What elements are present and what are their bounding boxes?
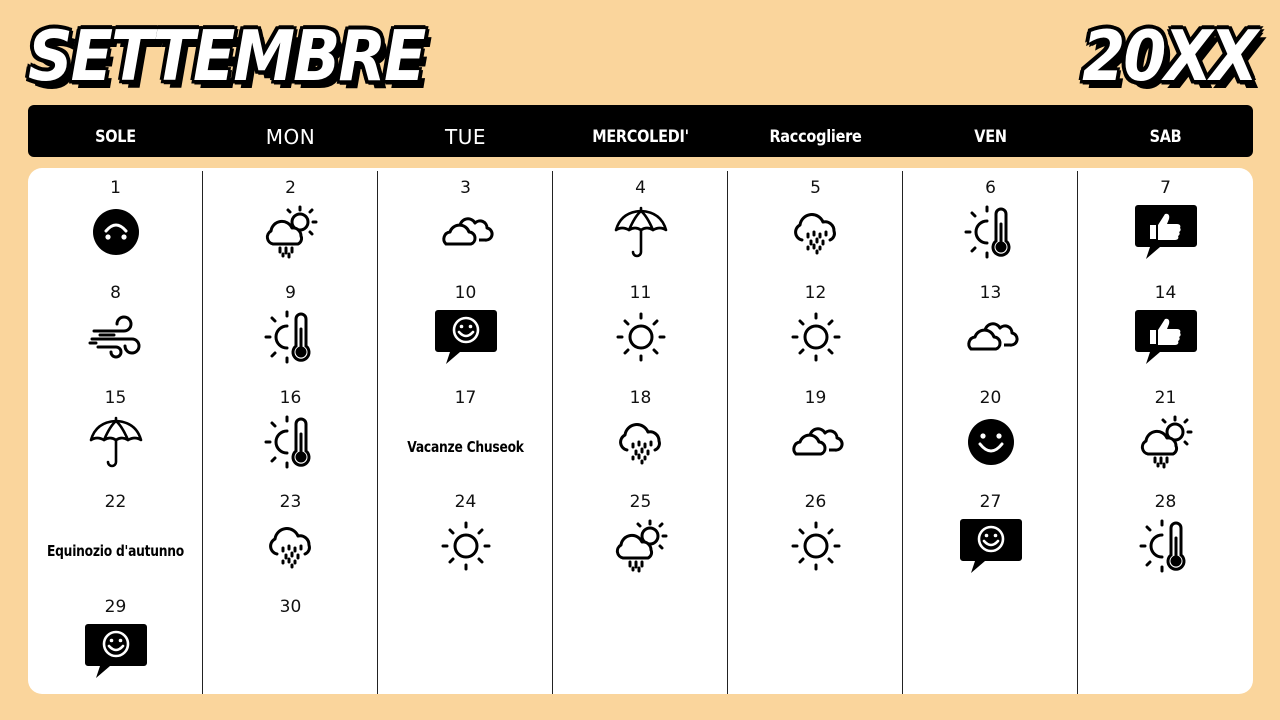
sun-icon: [613, 309, 669, 365]
wind-icon: [88, 309, 144, 365]
thumbs-up-chat-icon: [1135, 309, 1197, 365]
weekday-label: MON: [265, 125, 316, 149]
smiley-chat-icon: [435, 309, 497, 365]
sun-icon: [438, 518, 494, 574]
day-number: 25: [629, 492, 652, 512]
sun-icon: [788, 518, 844, 574]
day-cell[interactable]: [203, 378, 378, 482]
clouds-icon: [963, 309, 1019, 365]
day-number: 3: [460, 178, 471, 198]
day-cell[interactable]: [378, 168, 553, 272]
cloud-heavy-rain-icon: [788, 204, 844, 260]
day-cell[interactable]: [553, 273, 728, 377]
day-number: 28: [1154, 492, 1177, 512]
day-cell[interactable]: [1078, 273, 1253, 377]
day-cell[interactable]: [728, 168, 903, 272]
day-number: 12: [804, 283, 827, 303]
day-cell[interactable]: [1078, 168, 1253, 272]
weekday-label: SOLE: [95, 127, 136, 147]
holiday-note: Vacanze Chuseok: [407, 438, 524, 456]
calendar-grid: [28, 168, 1253, 694]
day-number: 18: [629, 388, 652, 408]
smiley-chat-icon: [85, 623, 147, 679]
day-cell[interactable]: [553, 482, 728, 586]
month-title: SETTEMBRE: [28, 15, 425, 98]
umbrella-icon: [613, 204, 669, 260]
day-number: 19: [804, 388, 827, 408]
cloud-heavy-rain-icon: [263, 518, 319, 574]
day-number: 23: [279, 492, 302, 512]
day-number: 9: [285, 283, 296, 303]
weekday-header: [28, 105, 1253, 157]
weekday-label: TUE: [445, 125, 486, 149]
cloud-heavy-rain-icon: [613, 414, 669, 470]
day-cell[interactable]: [28, 587, 203, 691]
face-smile-upside-down-icon: [88, 204, 144, 260]
day-number: 17: [454, 388, 477, 408]
day-cell[interactable]: [728, 273, 903, 377]
sun-cloud-rain-icon: [263, 204, 319, 260]
day-number: 14: [1154, 283, 1177, 303]
day-cell[interactable]: [903, 273, 1078, 377]
day-cell[interactable]: [28, 482, 203, 586]
sun-cloud-rain-icon: [1138, 414, 1194, 470]
day-cell[interactable]: [378, 482, 553, 586]
sun-thermometer-icon: [263, 309, 319, 365]
sun-cloud-rain-icon: [613, 518, 669, 574]
day-number: 1: [110, 178, 121, 198]
day-number: 16: [279, 388, 302, 408]
day-number: 7: [1160, 178, 1171, 198]
clouds-icon: [788, 414, 844, 470]
day-cell[interactable]: [553, 378, 728, 482]
sun-thermometer-icon: [1138, 518, 1194, 574]
day-cell[interactable]: [203, 273, 378, 377]
day-cell[interactable]: [203, 587, 378, 691]
day-cell[interactable]: [728, 482, 903, 586]
day-cell[interactable]: [903, 378, 1078, 482]
day-number: 2: [285, 178, 296, 198]
day-cell[interactable]: [903, 168, 1078, 272]
day-number: 8: [110, 283, 121, 303]
sun-thermometer-icon: [963, 204, 1019, 260]
day-cell[interactable]: [1078, 482, 1253, 586]
day-number: 22: [104, 492, 127, 512]
umbrella-icon: [88, 414, 144, 470]
weekday-label: MERCOLEDI': [592, 127, 689, 147]
day-cell[interactable]: [1078, 378, 1253, 482]
day-cell[interactable]: [28, 378, 203, 482]
day-number: 5: [810, 178, 821, 198]
day-number: 4: [635, 178, 646, 198]
thumbs-up-chat-icon: [1135, 204, 1197, 260]
day-number: 20: [979, 388, 1002, 408]
sun-icon: [788, 309, 844, 365]
day-number: 11: [629, 283, 652, 303]
day-number: 24: [454, 492, 477, 512]
day-number: 13: [979, 283, 1002, 303]
weekday-label: Raccogliere: [769, 127, 862, 147]
holiday-note: Equinozio d'autunno: [46, 542, 185, 560]
day-number: 21: [1154, 388, 1177, 408]
day-cell[interactable]: [378, 273, 553, 377]
day-cell[interactable]: [203, 482, 378, 586]
weekday-label: VEN: [974, 127, 1007, 147]
day-cell[interactable]: [28, 168, 203, 272]
day-cell[interactable]: [378, 378, 553, 482]
day-number: 6: [985, 178, 996, 198]
day-cell[interactable]: [28, 273, 203, 377]
year-title: 20XX: [1082, 15, 1256, 98]
face-smile-icon: [963, 414, 1019, 470]
day-number: 10: [454, 283, 477, 303]
day-number: 26: [804, 492, 827, 512]
day-cell[interactable]: [553, 168, 728, 272]
day-cell[interactable]: [203, 168, 378, 272]
day-number: 29: [104, 597, 127, 617]
smiley-chat-icon: [960, 518, 1022, 574]
sun-thermometer-icon: [263, 414, 319, 470]
day-number: 15: [104, 388, 127, 408]
day-cell[interactable]: [728, 378, 903, 482]
day-number: 27: [979, 492, 1002, 512]
clouds-icon: [438, 204, 494, 260]
day-number: 30: [279, 597, 302, 617]
weekday-label: SAB: [1149, 127, 1182, 147]
day-cell[interactable]: [903, 482, 1078, 586]
